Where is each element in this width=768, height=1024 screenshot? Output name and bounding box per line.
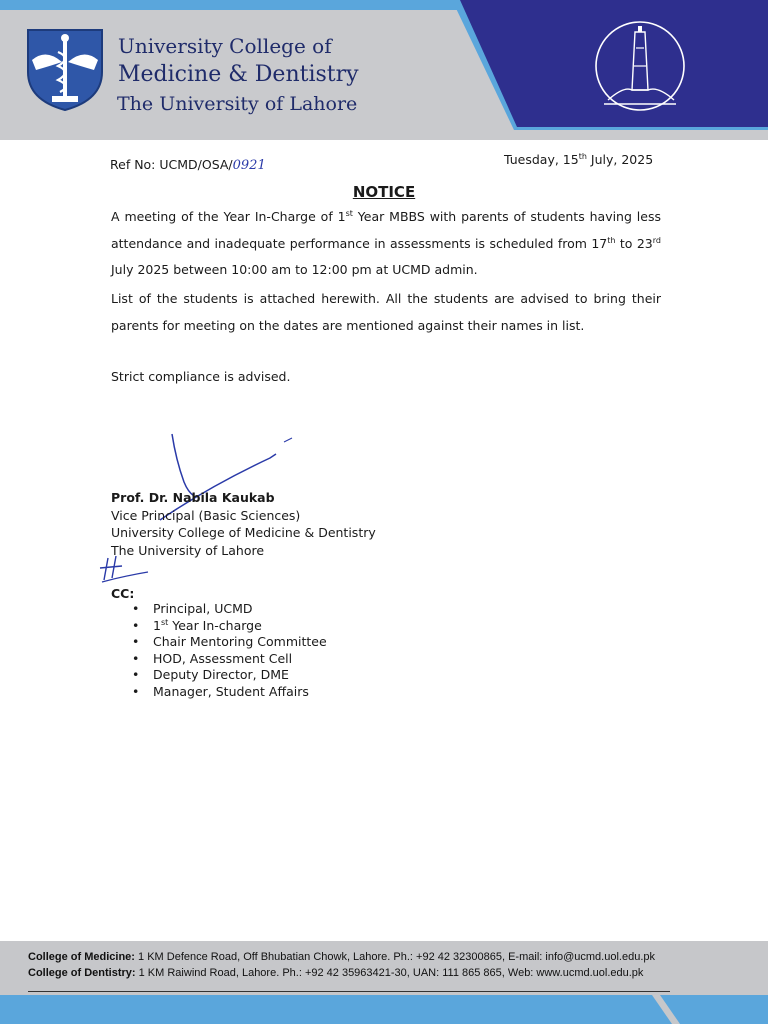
cc-item-text: Principal, UCMD (153, 601, 253, 616)
minar-e-pakistan-icon (588, 20, 692, 112)
signatory-university: The University of Lahore (111, 542, 265, 558)
cc-item-sup: st (160, 617, 169, 627)
notice-paragraph-1 (111, 204, 661, 284)
footer-dentistry-address (28, 967, 643, 979)
institution-name-line1: University College of (118, 34, 332, 58)
footer-divider (28, 991, 670, 992)
footer-medicine-address (28, 951, 655, 963)
ref-handwritten-number: 0921 (232, 158, 266, 173)
cc-item-text-b: Year In-charge (168, 617, 262, 633)
footer-dentistry-label: College of Dentistry: (28, 967, 136, 979)
date-ordinal: th (578, 151, 587, 161)
cc-item-text: Manager, Student Affairs (153, 683, 309, 699)
signatory-block (111, 489, 376, 559)
cc-item-text: Chair Mentoring Committee (153, 634, 327, 650)
para1-sup-2: th (607, 235, 616, 245)
cc-item-text: HOD, Assessment Cell (153, 650, 293, 666)
letterhead-footer (0, 941, 768, 1024)
para1-text-b: Year MBBS with parents of students having less attendance and inadequate performance in assessments is scheduled from 17 (111, 209, 661, 251)
footer-medicine-label: College of Medicine: (28, 951, 135, 963)
para1-sup-1: st (345, 208, 353, 218)
institution-name-line2: Medicine & Dentistry (118, 62, 359, 87)
para1-text-d: July 2025 between 10:00 am to 12:00 pm at UCMD admin. (111, 262, 478, 277)
cc-item (132, 634, 327, 651)
para1-sup-3: rd (652, 235, 661, 245)
handwritten-initials (98, 554, 158, 588)
ucmd-crest-icon (22, 22, 108, 112)
notice-title: NOTICE (352, 183, 416, 201)
cc-item (132, 667, 327, 684)
cc-item-text: 1 (153, 617, 161, 633)
signatory-designation: Vice Principal (Basic Sciences) (111, 507, 301, 523)
notice-paragraph-3: Strict compliance is advised. (111, 369, 291, 384)
para1-text-c: to 23 (615, 235, 653, 251)
cc-item (132, 651, 327, 668)
footer-dentistry-text: 1 KM Raiwind Road, Lahore. Ph.: +92 42 35963421-30, UAN: 111 865 865, Web: www.ucmd.uol.edu.pk (135, 967, 644, 979)
footer-blue-band (0, 995, 768, 1024)
cc-item (132, 618, 327, 635)
signatory-name: Prof. Dr. Nabila Kaukab (111, 490, 275, 505)
letter-date (504, 152, 653, 167)
footer-medicine-text: 1 KM Defence Road, Off Bhubatian Chowk, Lahore. Ph.: +92 42 32300865, E-mail: info@ucmd.uol.edu.pk (134, 951, 655, 963)
signatory-college: University College of Medicine & Dentistry (111, 525, 376, 540)
cc-item (132, 601, 327, 618)
notice-paragraph-2: List of the students is attached herewith. All the students are advised to bring their parents for meeting on the dates are mentioned against their names in list. (111, 291, 661, 333)
cc-list (132, 601, 327, 701)
ref-label: Ref No: UCMD/OSA/ (110, 157, 233, 172)
reference-number (110, 157, 266, 173)
cc-item-text: Deputy Director, DME (153, 667, 289, 683)
cc-item (132, 684, 327, 701)
letterhead-header (0, 0, 768, 140)
cc-label: CC: (111, 586, 135, 601)
date-month-year: July, 2025 (586, 152, 654, 167)
date-day: Tuesday, 15 (504, 152, 579, 167)
para1-text-a: A meeting of the Year In-Charge of 1 (111, 209, 346, 224)
university-name: The University of Lahore (117, 93, 358, 115)
